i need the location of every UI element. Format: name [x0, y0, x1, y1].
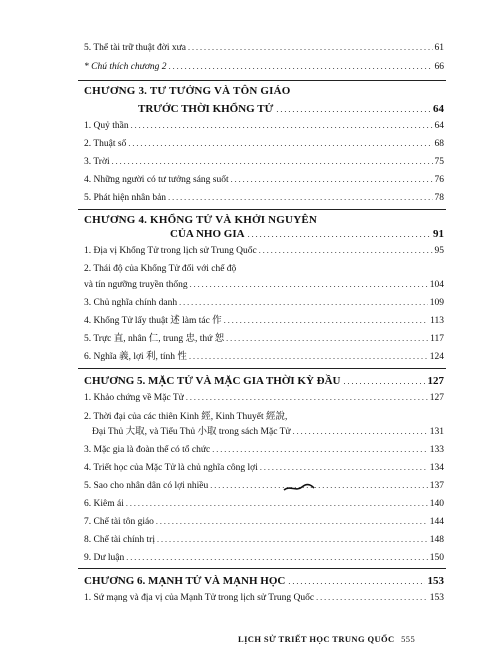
- entry-page: 144: [429, 517, 444, 527]
- dot-leader: [169, 61, 433, 73]
- chapter-heading: [84, 374, 444, 388]
- toc-entry: [84, 245, 444, 257]
- entry-page: 113: [430, 316, 444, 326]
- dot-leader: [168, 192, 432, 204]
- dot-leader: [188, 42, 433, 54]
- entry-title: 5. Trực 直, nhân 仁, trung 忠, thứ 恕: [84, 334, 225, 344]
- toc-entry: [84, 552, 444, 564]
- entry-page: 148: [429, 535, 444, 545]
- section-divider: [78, 209, 446, 210]
- entry-title: 5. Thể tài trữ thuật đời xưa: [84, 43, 186, 53]
- dot-leader: [259, 245, 433, 257]
- entry-page: 78: [434, 193, 444, 203]
- dot-leader: [126, 498, 428, 510]
- toc-entry: [84, 333, 444, 345]
- toc-entry: [84, 174, 444, 186]
- dot-leader: [157, 534, 428, 546]
- entry-title: 1. Quỷ thần: [84, 121, 129, 131]
- toc-entry: [84, 315, 444, 327]
- chapter-page: 91: [433, 228, 444, 240]
- entry-title: 1. Khảo chứng về Mặc Tử: [84, 393, 184, 403]
- chapter-title: CHƯƠNG 5. MẶC TỬ VÀ MẶC GIA THỜI KỲ ĐẦU: [84, 375, 341, 387]
- dot-leader: [128, 138, 432, 150]
- dot-leader: [189, 351, 428, 363]
- toc-entry: [84, 279, 444, 291]
- entry-page: 95: [434, 246, 444, 256]
- entry-page: 153: [429, 593, 444, 603]
- dot-leader: [260, 462, 428, 474]
- section-divider: [78, 568, 446, 569]
- toc-entry: [84, 592, 444, 604]
- entry-page: 150: [429, 553, 444, 563]
- toc-entry: [84, 444, 444, 456]
- dot-leader: [224, 315, 428, 327]
- entry-page: 104: [429, 280, 444, 290]
- dot-leader: [212, 444, 428, 456]
- toc-entry: [84, 480, 444, 492]
- entry-title: 6. Nghĩa 義, lợi 利, tính 性: [84, 352, 187, 362]
- dot-leader: [226, 333, 428, 345]
- entry-title: 4. Khổng Tử lấy thuật 述 làm tác 作: [84, 316, 222, 326]
- entry-page: 124: [429, 352, 444, 362]
- toc-entry: [84, 498, 444, 510]
- entry-page: 140: [429, 499, 444, 509]
- chapter-title: TRƯỚC THỜI KHỔNG TỬ: [138, 103, 274, 115]
- entry-title: 4. Triết học của Mặc Tử là chủ nghĩa công lợi: [84, 463, 258, 473]
- dot-leader: [112, 156, 433, 168]
- entry-page: 66: [434, 62, 444, 72]
- toc-entry: [84, 462, 444, 474]
- entry-page: 127: [429, 393, 444, 403]
- entry-page: 134: [429, 463, 444, 473]
- chapter-page: 127: [427, 375, 444, 387]
- entry-title: 2. Thái độ của Khổng Tử đối với chế độ: [84, 264, 237, 274]
- entry-page: 75: [434, 157, 444, 167]
- dot-leader: [293, 426, 428, 438]
- toc-entry: [92, 426, 444, 438]
- pen-mark-icon: [282, 483, 316, 493]
- toc-entry: [84, 138, 444, 150]
- chapter-heading-line2: [138, 102, 444, 116]
- dot-leader: [248, 227, 430, 241]
- entry-title: 3. Mặc gia là đoàn thể có tổ chức: [84, 445, 211, 455]
- chapter-title: CỦA NHO GIA: [170, 228, 245, 240]
- toc-entry: [84, 411, 444, 423]
- running-title: LỊCH SỬ TRIẾT HỌC TRUNG QUỐC: [238, 634, 395, 644]
- entry-title: và tín ngưỡng truyền thống: [84, 280, 188, 290]
- dot-leader: [210, 480, 427, 492]
- toc-entry: [84, 534, 444, 546]
- dot-leader: [156, 516, 428, 528]
- dot-leader: [186, 392, 428, 404]
- entry-title: 3. Chủ nghĩa chính danh: [84, 298, 178, 308]
- page-number: 555: [401, 634, 416, 644]
- running-footer: [238, 634, 415, 644]
- toc-entry: [84, 351, 444, 363]
- section-divider: [78, 80, 446, 81]
- entry-page: 61: [434, 43, 444, 53]
- chapter-title: CHƯƠNG 6. MẠNH TỬ VÀ MẠNH HỌC: [84, 575, 286, 587]
- chapter-page: 64: [433, 103, 444, 115]
- entry-title: 1. Địa vị Khổng Tử trong lịch sử Trung Quốc: [84, 246, 257, 256]
- entry-title: 4. Những người có tư tưởng sáng suốt: [84, 175, 229, 185]
- chapter-heading-line2: [170, 227, 444, 241]
- entry-title: 3. Trời: [84, 157, 110, 167]
- entry-page: 68: [434, 139, 444, 149]
- entry-title: 2. Thời đại của các thiên Kinh 經, Kinh Thuyết 經說,: [84, 412, 288, 422]
- chapter-heading: [84, 574, 444, 588]
- chapter-heading: CHƯƠNG 4. KHỔNG TỬ VÀ KHỞI NGUYÊN: [84, 214, 318, 226]
- toc-entry: [84, 297, 444, 309]
- dot-leader: [126, 552, 428, 564]
- dot-leader: [231, 174, 433, 186]
- entry-title: 9. Dư luận: [84, 553, 125, 563]
- entry-title: Đại Thủ 大取, và Tiểu Thủ 小取 trong sách Mặc Tử: [92, 427, 291, 437]
- entry-page: 76: [434, 175, 444, 185]
- dot-leader: [276, 102, 430, 116]
- dot-leader: [131, 120, 433, 132]
- entry-title: 6. Kiêm ái: [84, 499, 124, 509]
- dot-leader: [190, 279, 428, 291]
- toc-entry: [84, 392, 444, 404]
- entry-page: 133: [429, 445, 444, 455]
- entry-page: 109: [429, 298, 444, 308]
- toc-entry: [84, 192, 444, 204]
- entry-title: 5. Sao cho nhân dân có lợi nhiều: [84, 481, 209, 491]
- chapter-page: 153: [427, 575, 444, 587]
- entry-page: 131: [429, 427, 444, 437]
- toc-entry: [84, 42, 444, 54]
- chapter-heading: CHƯƠNG 3. TƯ TƯỞNG VÀ TÔN GIÁO: [84, 85, 291, 97]
- toc-entry: [84, 120, 444, 132]
- entry-title: 2. Thuật số: [84, 139, 127, 149]
- entry-title: 1. Sứ mạng và địa vị của Mạnh Tử trong lịch sử Trung Quốc: [84, 593, 315, 603]
- dot-leader: [179, 297, 428, 309]
- dot-leader: [316, 592, 428, 604]
- toc-entry: [84, 263, 444, 275]
- entry-page: 137: [429, 481, 444, 491]
- entry-page: 64: [434, 121, 444, 131]
- entry-title: 7. Chế tài tôn giáo: [84, 517, 154, 527]
- entry-title: 5. Phát hiện nhân bản: [84, 193, 167, 203]
- toc-entry: [84, 61, 444, 73]
- entry-title: 8. Chế tài chính trị: [84, 535, 155, 545]
- dot-leader: [343, 374, 424, 388]
- section-divider: [78, 368, 446, 369]
- entry-title: * Chú thích chương 2: [84, 62, 167, 72]
- toc-entry: [84, 516, 444, 528]
- entry-page: 117: [430, 334, 444, 344]
- toc-entry: [84, 156, 444, 168]
- dot-leader: [288, 574, 424, 588]
